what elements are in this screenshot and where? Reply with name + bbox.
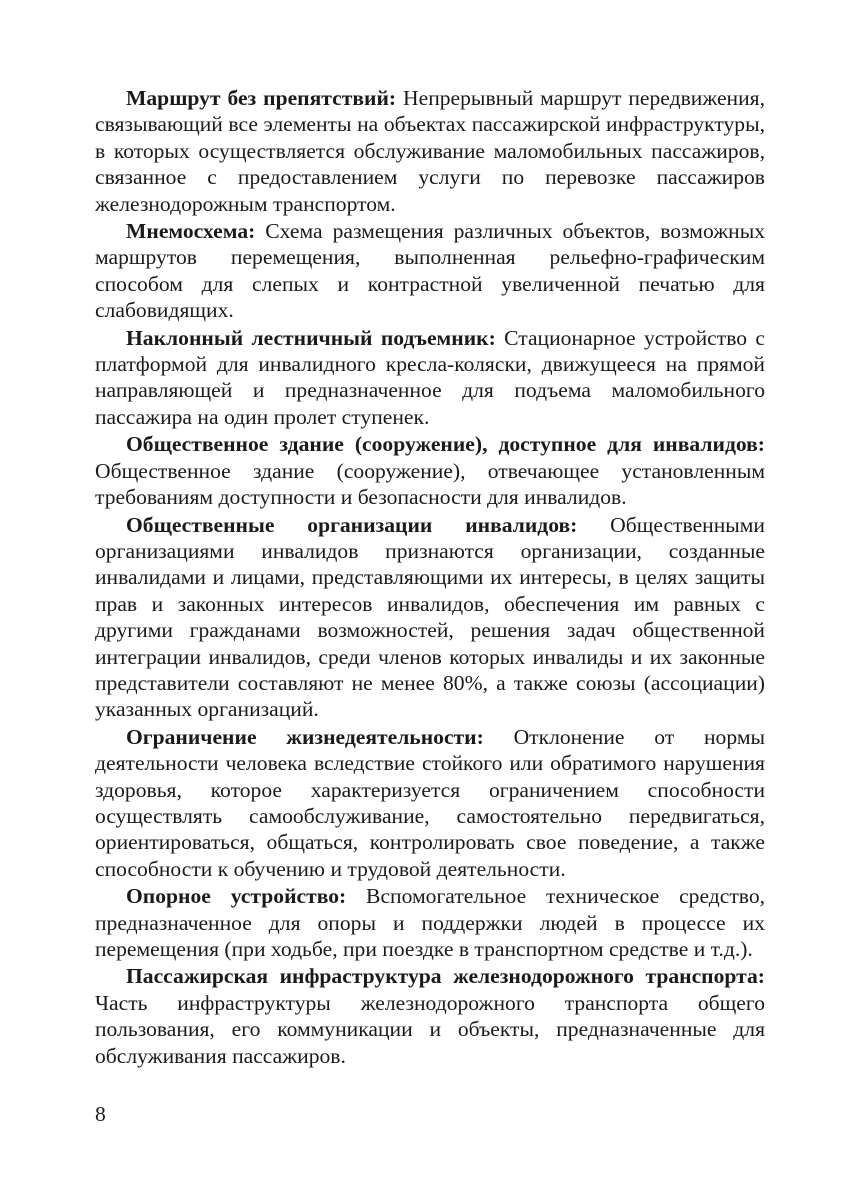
glossary-definition: Стационарное устройство с платформой для инвалидного кресла-коляски, движущееся на прямой направляющей и предназначенное для подъема маломобильного пассажира на один пролет ступенек. [95,325,765,429]
glossary-entry [95,883,765,962]
glossary-definition: Отклонение от нормы деятельности человека вследствие стойкого или обратимого нарушения здоровья, которое характеризуется ограничением способности осуществлять самообслуживание, самостоятельно передвигаться, ориентироваться, общаться, контролировать свое поведение, а также способности к обучению и трудовой деятельности. [95,724,765,881]
glossary-entry [95,512,765,723]
glossary-entry [95,85,765,217]
glossary-page [95,85,765,1070]
glossary-definition: Непрерывный маршрут передвижения, связывающий все элементы на объектах пассажирской инфраструктуры, в которых осуществляется обслуживание маломобильных пассажиров, связанное с предоставлением услуги по перевозке пассажиров железнодорожным транспортом. [95,86,765,216]
glossary-entry [95,431,765,510]
glossary-definition: Общественное здание (сооружение), отвечающее установленным требованиям доступности и безопасности для инвалидов. [95,458,765,510]
glossary-definition: Схема размещения различных объектов, возможных маршрутов перемещения, выполненная рельефно-графическим способом для слепых и контрастной увеличенной печатью для слабовидящих. [95,219,765,323]
glossary-term: Наклонный лестничный подъемник: [126,325,496,350]
glossary-definition: Вспомогательное техническое средство, предназначенное для опоры и поддержки людей в процессе их перемещения (при ходьбе, при поездке в транспортном средстве и т.д.). [95,884,766,961]
glossary-entry [95,218,765,324]
glossary-entry [95,724,765,882]
glossary-term: Мнемосхема: [126,219,256,244]
page-number: 8 [95,1102,106,1126]
glossary-definition: Часть инфраструктуры железнодорожного транспорта общего пользования, его коммуникации и объекты, предназначенные для обслуживания пассажиров. [95,990,765,1068]
glossary-term: Опорное устройство: [126,884,347,909]
glossary-term: Пассажирская инфраструктура железнодорожного транспорта: [126,964,765,989]
glossary-term: Ограничение жизнедеятельности: [126,724,484,749]
glossary-term: Общественное здание (сооружение), доступное для инвалидов: [126,432,765,457]
glossary-term: Общественные организации инвалидов: [126,512,578,537]
glossary-entry [95,963,765,1069]
glossary-entry [95,325,765,431]
glossary-term: Маршрут без препятствий: [126,86,397,110]
glossary-definition: Общественными организациями инвалидов признаются организации, созданные инвалидами и лицами, представляющими их интересы, в целях защиты прав и законных интересов инвалидов, обеспечения им равных с другими гражданами возможностей, решения задач общественной интеграции инвалидов, среди членов которых инвалиды и их законные представители составляют не менее 80%, а также союзы (ассоциации) указанных организаций. [95,512,765,722]
